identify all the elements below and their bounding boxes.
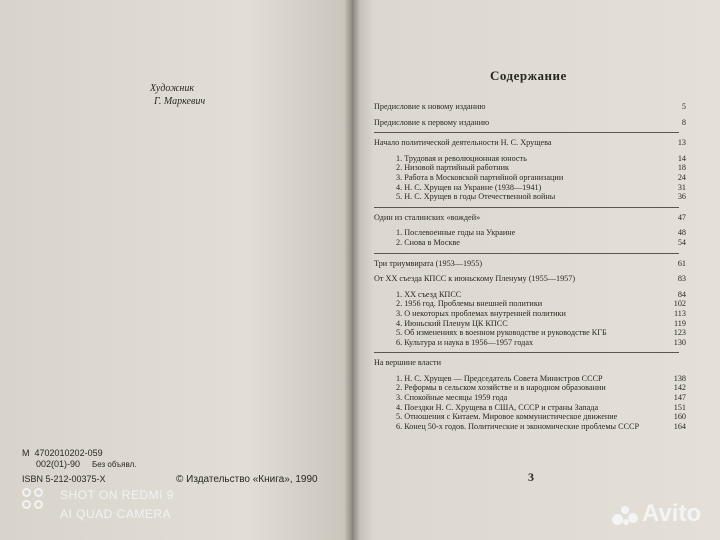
toc-divider — [374, 207, 679, 208]
toc-entry-label: 2. 1956 год. Проблемы внешней политики — [396, 299, 543, 309]
toc-subentry — [374, 299, 686, 309]
redmi-dots-icon — [22, 488, 48, 514]
toc-entry-label: 5. Н. С. Хрущев в годы Отечественной войны — [396, 192, 556, 202]
toc-subentry — [374, 183, 686, 193]
toc-entry-label: 3. Спокойные месяцы 1959 года — [396, 393, 508, 403]
toc-entry-page: 102 — [673, 299, 686, 309]
toc-divider — [374, 352, 679, 353]
toc-entry-page: 83 — [677, 274, 686, 284]
toc-entry-page: 138 — [673, 373, 686, 383]
imprint-code — [22, 448, 106, 459]
toc-entry-page: 164 — [673, 421, 686, 431]
toc-subentry — [374, 338, 686, 348]
toc-entry-label: 3. О некоторых проблемах внутренней политики — [396, 308, 566, 318]
toc-section-entry — [374, 358, 686, 368]
code-line-1: 4702010202-059 — [34, 448, 103, 458]
book-gutter — [344, 0, 360, 540]
toc-entry-label: 6. Конец 50-х годов. Политические и экономические проблемы СССР — [396, 421, 640, 431]
toc-entry-page: 36 — [677, 192, 686, 202]
imprint-code-2: 002(01)-90 — [36, 459, 81, 469]
toc-entry-page: 14 — [677, 153, 686, 163]
toc-subentry — [374, 290, 686, 300]
toc-entry-page: 119 — [674, 318, 686, 328]
toc-entry-page: 31 — [677, 182, 686, 192]
zk-note: Без объявл. — [92, 460, 137, 469]
toc-entry-page: 142 — [673, 383, 686, 393]
toc-entry-page: 24 — [677, 172, 686, 182]
toc-entry-page: 160 — [673, 412, 686, 422]
watermark-line-1: SHOT ON REDMI 9 — [60, 488, 174, 502]
toc-entry-page: 123 — [673, 328, 686, 338]
page-number: 3 — [528, 470, 534, 484]
toc-subentry — [374, 393, 686, 403]
isbn: ISBN 5-212-00375-X — [22, 474, 106, 484]
toc-subentry — [374, 319, 686, 329]
left-page — [0, 0, 352, 540]
toc-entry-label: 5. Отношения с Китаем. Мировое коммунистическое движение — [396, 412, 618, 422]
table-of-contents — [374, 102, 686, 431]
toc-divider — [374, 253, 679, 254]
artist-label: Художник — [150, 83, 195, 94]
toc-subentry — [374, 163, 686, 173]
toc-title: Содержание — [490, 68, 567, 83]
toc-subentry — [374, 228, 686, 238]
toc-entry-page: 13 — [677, 138, 686, 148]
toc-entry-page: 5 — [681, 102, 686, 111]
toc-subentry — [374, 374, 686, 384]
toc-entry-label: Один из сталинских «вождей» — [374, 212, 481, 222]
toc-entry-label: 3. Работа в Московской партийной организации — [396, 172, 564, 182]
artist-name: Г. Маркевич — [154, 96, 206, 107]
toc-entry-label: От XX съезда КПСС к июньскому Пленуму (1955—1957) — [374, 274, 576, 284]
toc-entry-label: 2. Реформы в сельском хозяйстве и в народном образовании — [396, 383, 606, 393]
toc-entry-page: 61 — [677, 258, 686, 268]
toc-section-entry — [374, 118, 686, 128]
code-letter: М — [22, 448, 30, 458]
toc-entry-label: Предисловие к новому изданию — [374, 102, 486, 111]
toc-subentry — [374, 412, 686, 422]
toc-entry-page: 48 — [677, 228, 686, 238]
toc-entry-label: 2. Низовой партийный работник — [396, 163, 509, 173]
toc-entry-label: Начало политической деятельности Н. С. Хрущева — [374, 138, 552, 148]
artist-credit — [150, 82, 205, 108]
toc-section-entry — [374, 138, 686, 148]
toc-subentry — [374, 383, 686, 393]
toc-entry-page: 113 — [674, 308, 686, 318]
toc-subentry — [374, 422, 686, 432]
toc-entry-page: 18 — [677, 163, 686, 173]
copyright: © Издательство «Книга», 1990 — [176, 474, 318, 485]
toc-section-entry — [374, 102, 686, 112]
toc-entry-label: 5. Об изменениях в военном руководстве и руководстве КГБ — [396, 328, 607, 338]
toc-entry-page: 130 — [673, 337, 686, 347]
toc-entry-label: Предисловие к первому изданию — [374, 117, 490, 127]
toc-entry-page: 54 — [677, 237, 686, 247]
toc-entry-page: 84 — [677, 289, 686, 299]
toc-entry-page: 8 — [681, 117, 686, 127]
toc-section-entry — [374, 213, 686, 223]
toc-entry-label: 1. XX съезд КПСС — [396, 289, 462, 299]
toc-divider — [374, 132, 679, 133]
toc-entry-label: 2. Снова в Москве — [396, 237, 460, 247]
toc-entry-label: 4. Июньский Пленум ЦК КПСС — [396, 318, 508, 328]
avito-watermark — [612, 500, 701, 528]
toc-subentry — [374, 403, 686, 413]
watermark-line-2: AI QUAD CAMERA — [60, 507, 172, 521]
toc-entry-label: 1. Н. С. Хрущев — Председатель Совета Министров СССР — [396, 373, 603, 383]
avito-text: Avito — [642, 500, 702, 527]
toc-subentry — [374, 309, 686, 319]
toc-subentry — [374, 173, 686, 183]
toc-entry-page: 147 — [673, 393, 686, 403]
toc-entry-label: 4. Н. С. Хрущев на Украине (1938—1941) — [396, 182, 542, 192]
toc-subentry — [374, 238, 686, 248]
toc-entry-label: Три триумвирата (1953—1955) — [374, 258, 483, 268]
avito-logo-icon — [612, 504, 638, 526]
toc-entry-label: 1. Послевоенные годы на Украине — [396, 228, 516, 238]
toc-entry-label: 1. Трудовая и революционная юность — [396, 153, 527, 163]
toc-subentry — [374, 192, 686, 202]
toc-section-entry — [374, 259, 686, 269]
toc-entry-page: 151 — [673, 402, 686, 412]
toc-entry-label: 4. Поездки Н. С. Хрущева в США, СССР и страны Запада — [396, 402, 599, 412]
toc-subentry — [374, 328, 686, 338]
toc-entry-label: На вершине власти — [374, 358, 441, 368]
toc-subentry — [374, 154, 686, 164]
toc-entry-page: 47 — [677, 212, 686, 222]
toc-section-entry — [374, 274, 686, 284]
toc-entry-label: 6. Культура и наука в 1956—1957 годах — [396, 337, 534, 347]
